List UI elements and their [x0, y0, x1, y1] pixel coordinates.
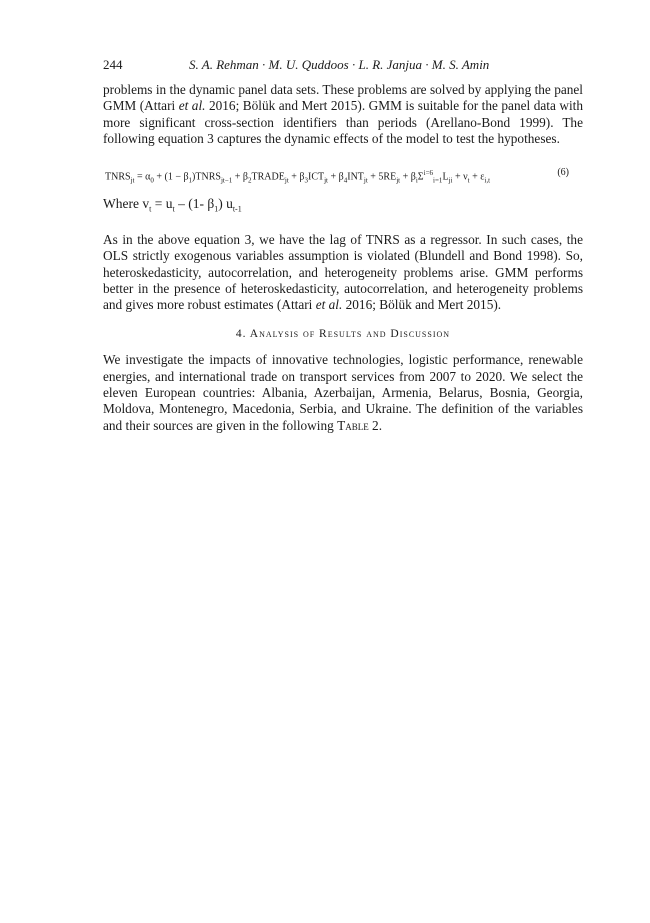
para2-text-b: 2016; Bölük and Mert 2015). — [342, 297, 502, 313]
eq-sum-lower: i=1 — [433, 175, 443, 184]
paragraph-investigation — [103, 352, 583, 434]
eq-term: + ν — [452, 170, 468, 182]
where-subscript: 1 — [214, 204, 219, 214]
para1-et-al: et al. — [178, 98, 206, 114]
eq-subscript: ji — [448, 175, 453, 184]
para1-text-a: problems in the dynamic panel data sets. These problems are solved by applying the panel GMM (Attari — [103, 82, 583, 114]
eq-term: TRADE — [251, 170, 285, 182]
eq-subscript: 2 — [248, 175, 252, 184]
running-head — [103, 57, 583, 77]
eq-subscript: i,t — [484, 175, 491, 184]
eq-subscript: jt — [324, 175, 328, 184]
section-heading: 4. Analysis of Results and Discussion — [235, 327, 451, 340]
where-term: – (1- β — [174, 195, 215, 211]
eq-term: + β — [400, 170, 416, 182]
eq-sum-upper: i=6 — [423, 168, 434, 177]
eq-term: ICT — [308, 170, 325, 182]
where-term: ) u — [218, 195, 233, 211]
eq-subscript: jt — [396, 175, 401, 184]
eq-subscript: 3 — [304, 175, 308, 184]
eq-term: INT — [347, 170, 364, 182]
eq-term: = α — [134, 170, 151, 182]
eq-term: + (1 − β — [153, 170, 189, 182]
eq-term: + β — [288, 170, 305, 182]
where-term: = u — [151, 195, 173, 211]
where-term: Where v — [103, 195, 150, 211]
where-subscript: t — [149, 204, 152, 214]
eq-subscript: jt−1 — [220, 175, 233, 184]
equation-6 — [103, 164, 583, 182]
para3-text-b: 2. — [368, 417, 383, 433]
eq-term: + 5RE — [367, 170, 397, 182]
para3-text-a: We investigate the impacts of innovative technologies, logistic performance, renewable energies, and international trade on transport services from 2007 to 2020. We select the eleven European countries: Albania, Azerbaijan, Armenia, Belarus, Bosnia, Georgia, Moldova, Montenegro, Macedonia, Serbia, and Ukraine. The definition of the variables and their sources are given in the following — [103, 352, 583, 433]
eq-term: )TNRS — [192, 170, 221, 182]
eq-summation: Σ — [417, 170, 424, 182]
page-number: 244 — [103, 57, 123, 72]
eq-subscript: t — [467, 175, 470, 184]
paragraph-lag-regressor — [103, 232, 583, 314]
para1-text-b: 2016; Bölük and Mert 2015). GMM is suitable for the panel data with more significant cross-section identifiers than periods (Arellano-Bond 1999). The following equation 3 captures the dynamic effects of the model to test the hypotheses. — [103, 98, 583, 147]
eq-subscript: 1 — [188, 175, 193, 184]
eq-subscript: 4 — [343, 175, 348, 184]
eq-subscript: 0 — [150, 175, 154, 184]
eq-subscript: i — [415, 175, 418, 184]
where-subscript: t — [172, 204, 175, 214]
para2-text-a: As in the above equation 3, we have the lag of TNRS as a regressor. In such cases, the OLS strictly exogenous variables assumption is violated (Blundell and Bond 1998). So, heteroskedasticity, autocorrelation, and heterogeneity problems arise. GMM performs better in the presence of heteroskedasticity, autocorrelation, and heterogeneity problems and gives more robust estimates (Attari — [103, 231, 583, 313]
eq-term: L — [442, 170, 449, 182]
body-text — [103, 82, 583, 434]
table-reference: Table — [337, 417, 369, 433]
eq-term: + β — [232, 170, 249, 182]
equation-body — [105, 164, 490, 189]
eq-subscript: jt — [284, 175, 289, 184]
eq-subscript: jt — [130, 175, 135, 184]
equation-number: (6) — [557, 166, 569, 178]
eq-subscript: jt — [363, 175, 368, 184]
eq-term: TNRS — [105, 170, 131, 182]
eq-term: + β — [328, 170, 344, 182]
eq-term: + ε — [469, 170, 485, 182]
paragraph-gmm-method — [103, 82, 583, 148]
where-clause — [103, 196, 583, 218]
where-subscript: t-1 — [232, 204, 242, 214]
para2-et-al: et al. — [315, 297, 343, 313]
running-head-authors: S. A. Rehman · M. U. Quddoos · L. R. Janjua · M. S. Amin — [189, 57, 490, 72]
